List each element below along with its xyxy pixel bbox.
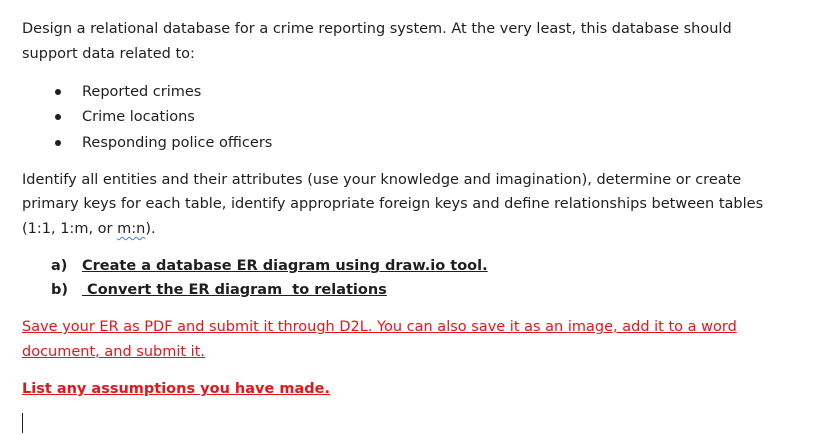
bullet-text: Responding police officers xyxy=(82,135,273,151)
text-cursor xyxy=(22,413,23,433)
submit-line-2: document, and submit it. xyxy=(22,344,205,360)
identify-line-1: Identify all entities and their attributes (use your knowledge and imagination), determine or create xyxy=(22,172,742,188)
task-text: Create a database ER diagram using draw.io tool. xyxy=(82,258,488,274)
task-letter: b) xyxy=(51,282,69,298)
identify-line-3-suffix: ). xyxy=(145,221,156,237)
submit-line-1: Save your ER as PDF and submit it through D2L. You can also save it as an image, add it to a word xyxy=(22,319,737,335)
identify-line-3 xyxy=(22,217,156,241)
identify-line-2: primary keys for each table, identify appropriate foreign keys and define relationships between tables xyxy=(22,196,764,212)
intro-line-1: Design a relational database for a crime reporting system. At the very least, this database should xyxy=(22,21,732,37)
intro-line-2: support data related to: xyxy=(22,46,195,62)
bullet-text: Reported crimes xyxy=(82,84,202,100)
task-letter: a) xyxy=(51,258,68,274)
bullet-icon xyxy=(55,140,61,146)
assumptions-line: List any assumptions you have made. xyxy=(22,381,330,397)
bullet-icon xyxy=(55,114,61,120)
task-text: Convert the ER diagram to relations xyxy=(82,282,387,298)
spellcheck-word[interactable]: m:n xyxy=(117,221,146,237)
identify-line-3-prefix: (1:1, 1:m, or xyxy=(22,221,118,237)
bullet-text: Crime locations xyxy=(82,109,195,125)
bullet-icon xyxy=(55,89,61,95)
